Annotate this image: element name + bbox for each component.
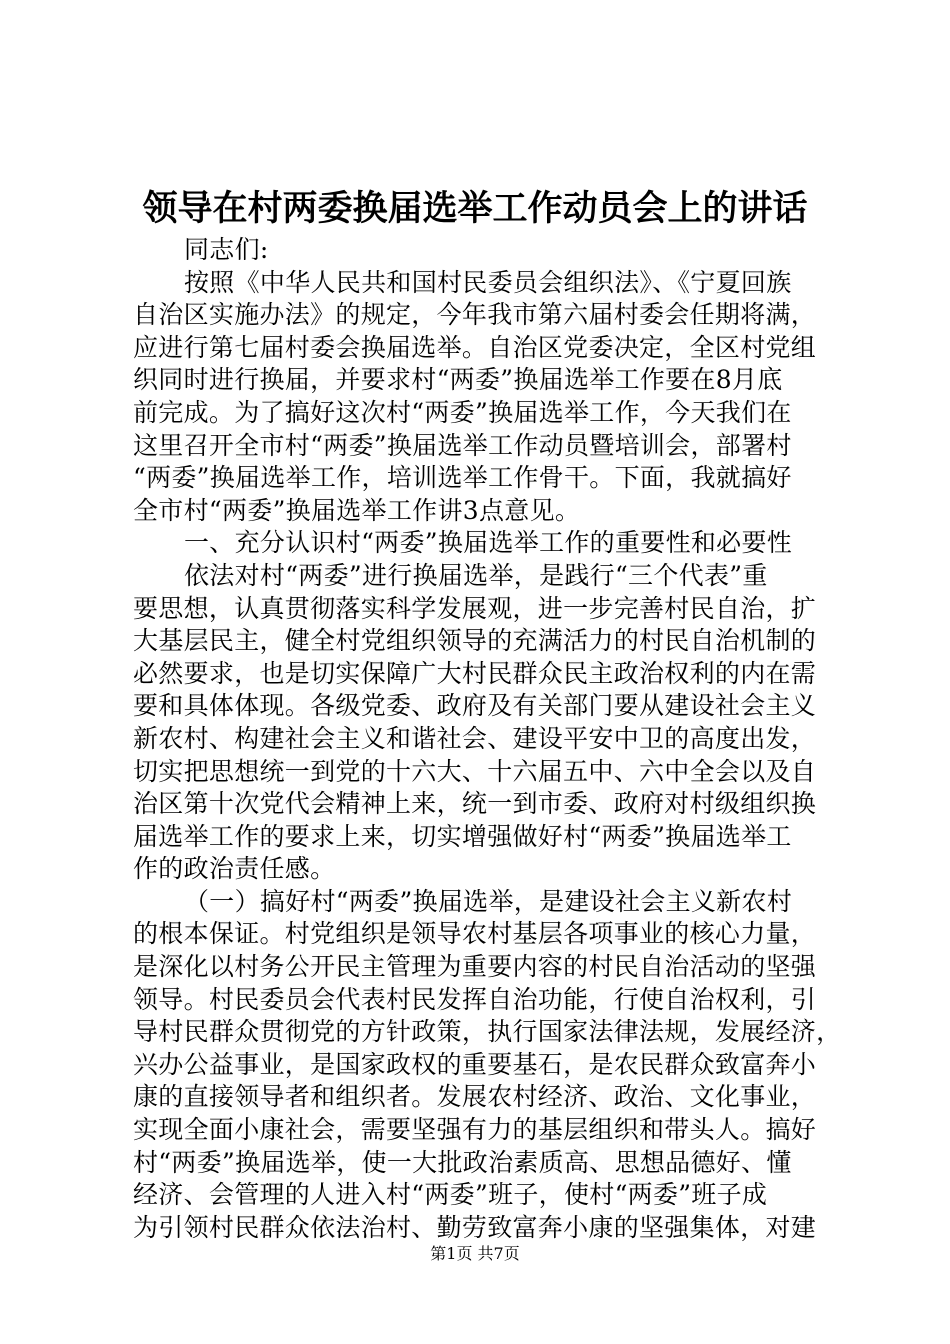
paragraph-line: 同志们: [184, 235, 269, 264]
paragraph-line: 一、充分认识村“两委”换届选举工作的重要性和必要性 [184, 528, 793, 558]
paragraph-line: 自治区实施办法》的规定，今年我市第六届村委会任期将满， [133, 300, 817, 330]
paragraph-line: 按照《中华人民共和国村民委员会组织法》、《宁夏回族 [184, 267, 792, 297]
paragraph-line: 作的政治责任感。 [133, 854, 336, 884]
paragraph-line: 前完成。为了搞好这次村“两委”换届选举工作，今天我们在 [133, 397, 792, 427]
paragraph-line: 为引领村民群众依法治村、勤劳致富奔小康的坚强集体，对建 [133, 1212, 817, 1242]
paragraph-line: 的根本保证。村党组织是领导农村基层各项事业的核心力量， [133, 919, 817, 949]
paragraph-line: （一）搞好村“两委”换届选举，是建设社会主义新农村 [184, 886, 793, 916]
document-title: 领导在村两委换届选举工作动员会上的讲话 [142, 188, 808, 229]
paragraph-line: 是深化以村务公开民主管理为重要内容的村民自治活动的坚强 [133, 952, 817, 982]
paragraph-line: 导村民群众贯彻党的方针政策，执行国家法律法规，发展经济， [133, 1017, 842, 1047]
paragraph-line: 这里召开全市村“两委”换届选举工作动员暨培训会，部署村 [133, 430, 792, 460]
paragraph-line: 兴办公益事业，是国家政权的重要基石，是农民群众致富奔小 [133, 1049, 817, 1079]
paragraph-line: 领导。村民委员会代表村民发挥自治功能，行使自治权利，引 [133, 984, 817, 1014]
paragraph-line: 大基层民主，健全村党组织领导的充满活力的村民自治机制的 [133, 626, 817, 656]
paragraph-line: 村“两委”换届选举，使一大批政治素质高、思想品德好、懂 [133, 1147, 792, 1177]
paragraph-line: 必然要求，也是切实保障广大村民群众民主政治权利的内在需 [133, 658, 817, 688]
paragraph-line: 康的直接领导者和组织者。发展农村经济、政治、文化事业， [133, 1082, 817, 1112]
paragraph-line: 应进行第七届村委会换届选举。自治区党委决定，全区村党组 [133, 332, 817, 362]
paragraph-line: 全市村“两委”换届选举工作讲3点意见。 [133, 495, 581, 525]
paragraph-line: 要思想，认真贯彻落实科学发展观，进一步完善村民自治，扩 [133, 593, 817, 623]
paragraph-line: 经济、会管理的人进入村“两委”班子，使村“两委”班子成 [133, 1180, 768, 1210]
page-footer: 第1页 共7页 [430, 1244, 520, 1263]
paragraph-line: 切实把思想统一到党的十六大、十六届五中、六中全会以及自 [133, 756, 817, 786]
paragraph-line: 治区第十次党代会精神上来，统一到市委、政府对村级组织换 [133, 789, 817, 819]
paragraph-line: 新农村、构建社会主义和谐社会、建设平安中卫的高度出发， [133, 723, 817, 753]
paragraph-line: “两委”换届选举工作，培训选举工作骨干。下面，我就搞好 [133, 463, 792, 493]
paragraph-line: 织同时进行换届，并要求村“两委”换届选举工作要在8月底 [133, 365, 783, 395]
paragraph-line: 届选举工作的要求上来，切实增强做好村“两委”换届选举工 [133, 821, 792, 851]
paragraph-line: 依法对村“两委”进行换届选举，是践行“三个代表”重 [184, 560, 768, 590]
paragraph-line: 要和具体体现。各级党委、政府及有关部门要从建设社会主义 [133, 691, 817, 721]
document-body [133, 234, 842, 1244]
paragraph-line: 实现全面小康社会，需要坚强有力的基层组织和带头人。搞好 [133, 1115, 817, 1145]
